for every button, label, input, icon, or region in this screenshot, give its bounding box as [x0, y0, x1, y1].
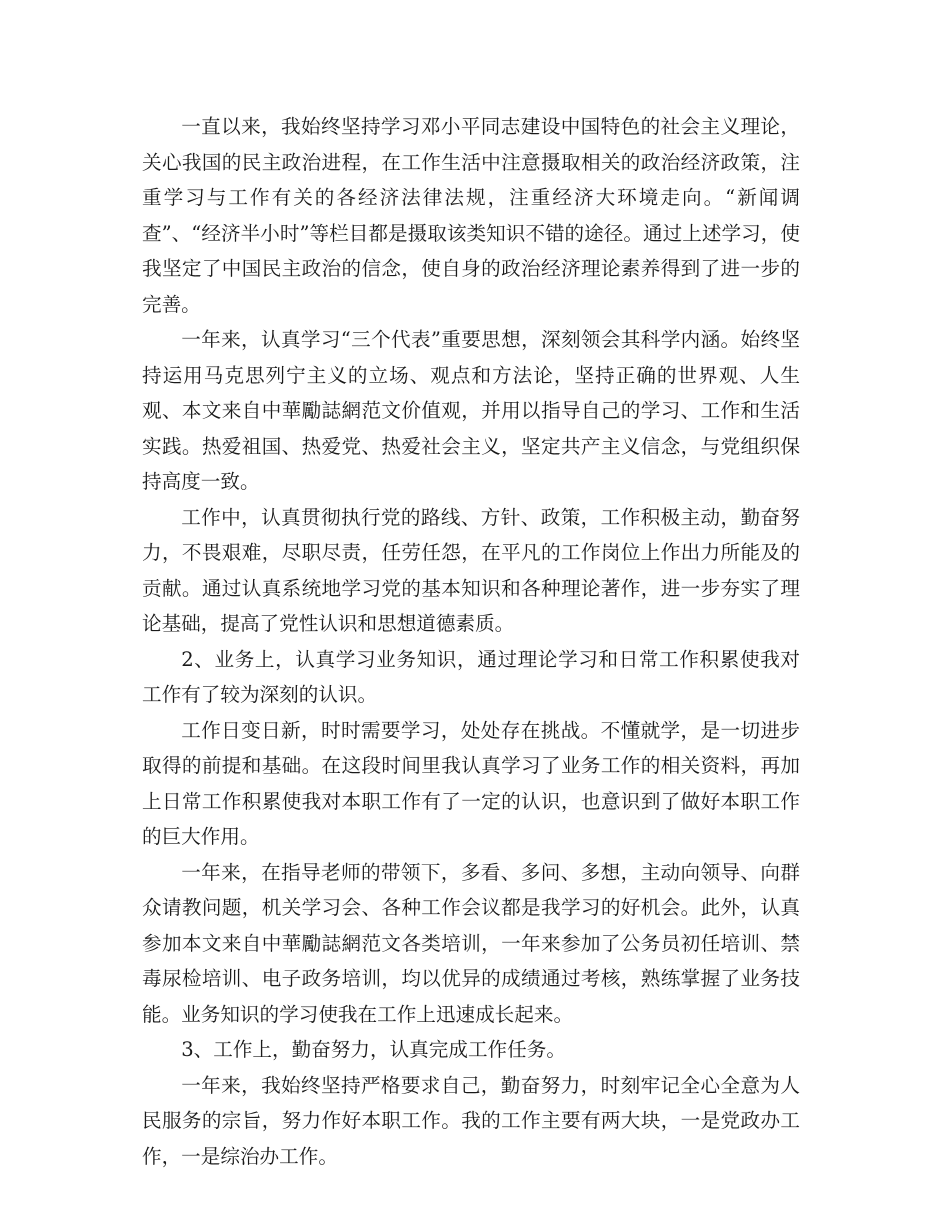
document-body — [142, 109, 800, 1174]
paragraph-work-attitude: 工作中，认真贯彻执行党的路线、方针、政策，工作积极主动，勤奋努力，不畏艰难，尽职尽责，任劳任怨，在平凡的工作岗位上作出力所能及的贡献。通过认真系统地学习党的基本知识和各种理论著作，进一步夯实了理论基础，提高了党性认识和思想道德素质。 — [142, 505, 800, 635]
paragraph-business-heading: 2、业务上，认真学习业务知识，通过理论学习和日常工作积累使我对工作有了较为深刻的认识。 — [142, 647, 800, 706]
paragraph-daily-learning: 工作日变日新，时时需要学习，处处存在挑战。不懂就学，是一切进步取得的前提和基础。在这段时间里我认真学习了业务工作的相关资料，再加上日常工作积累使我对本职工作有了一定的认识，也意识到了做好本职工作的巨大作用。 — [142, 718, 800, 848]
paragraph-training: 一年来，在指导老师的带领下，多看、多问、多想，主动向领导、向群众请教问题，机关学习会、各种工作会议都是我学习的好机会。此外，认真参加本文来自中華勵誌網范文各类培训，一年来参加了公务员初任培训、禁毒尿检培训、电子政务培训，均以优异的成绩通过考核，熟练掌握了业务技能。业务知识的学习使我在工作上迅速成长起来。 — [142, 860, 800, 1026]
paragraph-work-duties: 一年来，我始终坚持严格要求自己，勤奋努力，时刻牢记全心全意为人民服务的宗旨，努力作好本职工作。我的工作主要有两大块，一是党政办工作，一是综治办工作。 — [142, 1073, 800, 1168]
paragraph-work-heading: 3、工作上，勤奋努力，认真完成工作任务。 — [181, 1038, 566, 1061]
paragraph-three-represents: 一年来，认真学习“三个代表”重要思想，深刻领会其科学内涵。始终坚持运用马克思列宁主义的立场、观点和方法论，坚持正确的世界观、人生观、本文来自中華勵誌網范文价值观，并用以指导自己的学习、工作和生活实践。热爱祖国、热爱党、热爱社会主义，坚定共产主义信念，与党组织保持高度一致。 — [142, 328, 800, 493]
paragraph-political-theory: 一直以来，我始终坚持学习邓小平同志建设中国特色的社会主义理论，关心我国的民主政治进程，在工作生活中注意摄取相关的政治经济政策，注重学习与工作有关的各经济法律法规，注重经济大环境走向。“新闻调查”、“经济半小时”等栏目都是摄取该类知识不错的途径。通过上述学习，使我坚定了中国民主政治的信念，使自身的政治经济理论素养得到了进一步的完善。 — [142, 115, 800, 316]
